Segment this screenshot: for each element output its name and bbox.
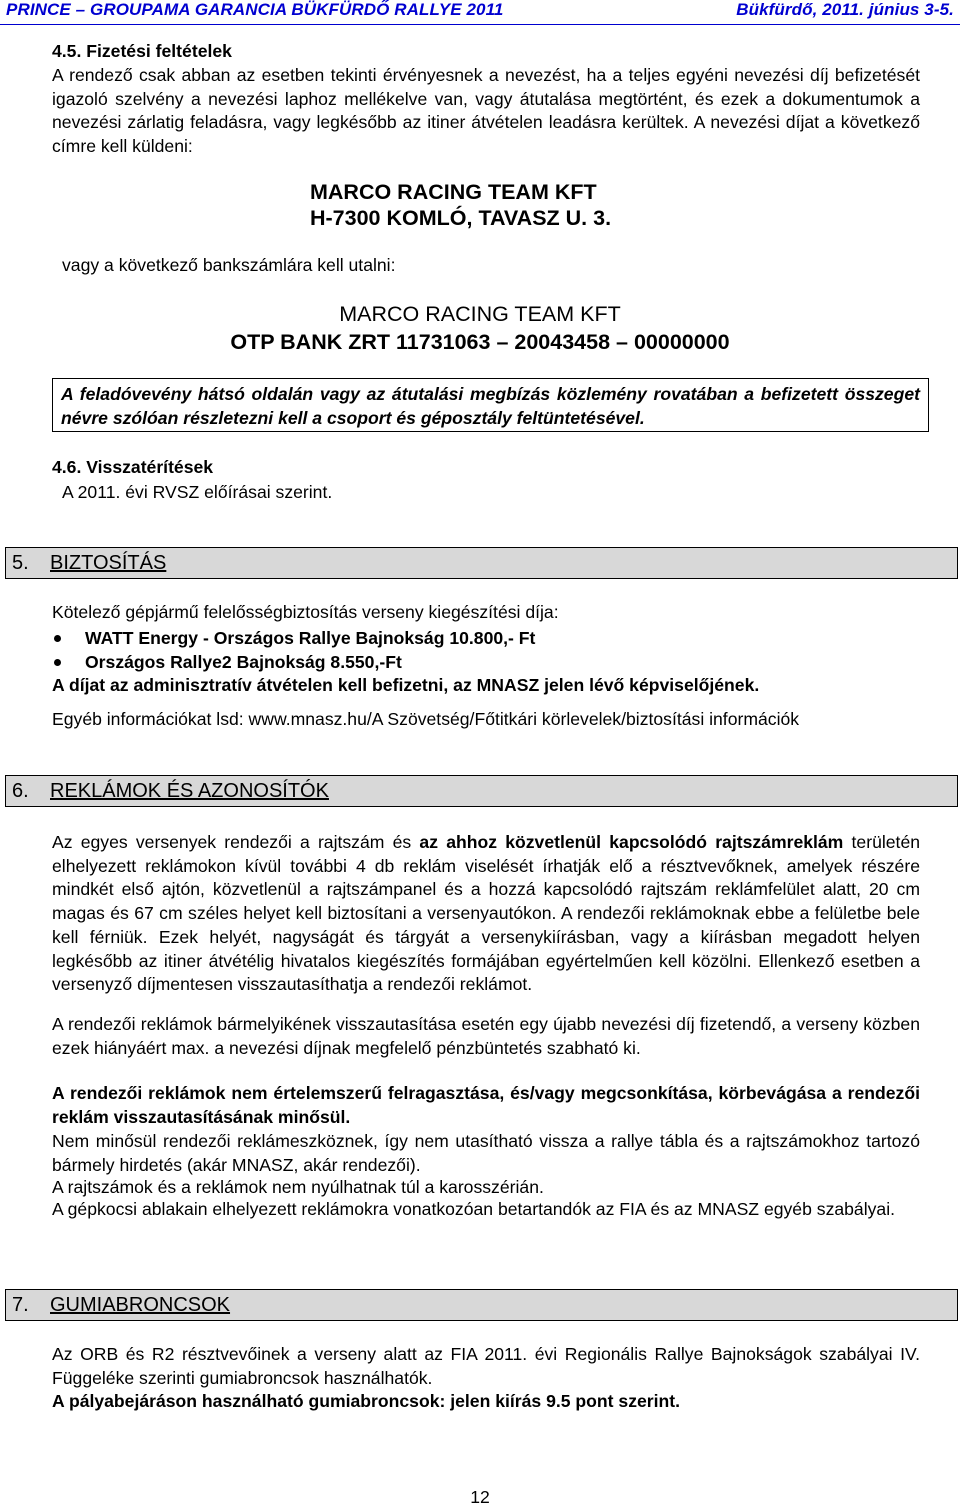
section-5-bar: [5, 547, 958, 579]
list-item-text: WATT Energy - Országos Rallye Bajnokság 10.800,- Ft: [85, 628, 536, 648]
advertising-p1-bold: az ahhoz közvetlenül kapcsolódó rajtszámreklám: [419, 832, 844, 852]
section-5-number: 5.: [12, 552, 29, 574]
insurance-fee-note: A díjat az adminisztratív átvételen kell befizetni, az MNASZ jelen lévő képviselőjének.: [52, 675, 760, 695]
section-5-title: BIZTOSÍTÁS: [50, 552, 167, 574]
section-7-bar: [5, 1289, 958, 1321]
advertising-paragraph-4: A rajtszámok és a reklámok nem nyúlhatnak túl a karosszérián.: [52, 1177, 544, 1197]
bank-intro: vagy a következő bankszámlára kell utalni:: [62, 255, 396, 275]
section-6-bar: [5, 775, 958, 807]
bullet-icon: [54, 659, 61, 666]
page-header: [0, 0, 960, 26]
advertising-paragraph-2: A rendezői reklámok bármelyikének visszautasítása esetén egy újabb nevezési díj fizetendő, a verseny közben ezek hiányáért max. a nevezési díjnak megfelelő pénzbüntetés szabható ki.: [52, 1014, 920, 1058]
advertising-paragraph-1: [52, 831, 920, 997]
address-company: MARCO RACING TEAM KFT: [310, 180, 597, 204]
bank-account: OTP BANK ZRT 11731063 – 20043458 – 00000000: [230, 330, 730, 354]
bullet-icon: [54, 635, 61, 642]
header-event-title: PRINCE – GROUPAMA GARANCIA BÜKFÜRDŐ RALLYE 2011: [6, 0, 504, 19]
page-number: 12: [470, 1487, 490, 1507]
advertising-p1-rest: területén elhelyezett reklámokon kívül további 4 db reklám viselését írhatják elő a résztvevőknek, amelyek részére mindkét első ajtón, közvetlenül a rajtszámpanel és a hozzá kapcsolódó rajtszám reklámfelület alatt, 20 cm magas és 67 cm széles helyet kell biztosítani a versenyautókon. A rendezői reklámoknak ebbe a felületbe bele kell férniük. Ezek helyét, nagyságát és tárgyát a versenykiírásban, vagy a kiírásban megadott helyen legkésőbb az itiner átvétélig hivatalos kiegészítés formájában egyértelműen kell közölni. Ellenkező esetben a versenyző díjmentesen visszautasíthatja a rendezői reklámot.: [52, 832, 921, 995]
section-7-title: GUMIABRONCSOK: [50, 1294, 231, 1316]
advertising-p1-start: Az egyes versenyek rendezői a rajtszám és: [52, 832, 420, 852]
header-rule: [0, 24, 960, 25]
list-item: [50, 626, 535, 650]
section-4-5-paragraph: A rendező csak abban az esetben tekinti érvényesnek a nevezést, ha a teljes egyéni nevezési díj befizetését igazoló szelvény a nevezési laphoz mellékelve van, vagy átutalása megtörtént, és ezek a dokumentumok a nevezési zárlatig feladásra, vagy legkésőbb az itiner átvételen leadásra kerültek. A nevezési díjat a következő címre kell küldeni:: [52, 65, 920, 157]
address-street: H-7300 KOMLÓ, TAVASZ U. 3.: [310, 206, 612, 230]
list-item-text: Országos Rallye2 Bajnokság 8.550,-Ft: [85, 652, 402, 672]
bank-company: MARCO RACING TEAM KFT: [339, 302, 621, 326]
advertising-paragraph-3-bold: A rendezői reklámok nem értelemszerű felragasztása, és/vagy megcsonkítása, körbevágása a rendezői reklám visszautasításának minősül.: [52, 1083, 920, 1127]
section-6-title: REKLÁMOK ÉS AZONOSÍTÓK: [50, 780, 329, 802]
tyres-recce-note: A pályabejáráson használható gumiabroncsok: jelen kiírás 9.5 pont szerint.: [52, 1391, 681, 1411]
insurance-list: [50, 626, 535, 674]
advertising-paragraph-3: Nem minősül rendezői reklámeszköznek, így nem utasítható vissza a rallye tábla és a rajtszámokhoz tartozó bármely hirdetés (akár MNASZ, akár rendezői).: [52, 1131, 920, 1175]
section-6-number: 6.: [12, 780, 29, 802]
tyres-paragraph: Az ORB és R2 résztvevőinek a verseny alatt az FIA 2011. évi Regionális Rallye Bajnokságok szabályai IV. Függeléke szerinti gumiabroncsok használhatók.: [52, 1344, 920, 1388]
section-7-number: 7.: [12, 1294, 29, 1316]
advertising-paragraph-5: A gépkocsi ablakain elhelyezett reklámokra vonatkozóan betartandók az FIA és az MNASZ egyéb szabályai.: [52, 1199, 896, 1219]
section-4-6-text: A 2011. évi RVSZ előírásai szerint.: [62, 482, 333, 502]
section-4-5-heading: 4.5. Fizetési feltételek: [52, 41, 232, 61]
list-item: [50, 650, 535, 674]
header-date: Bükfürdő, 2011. június 3-5.: [736, 0, 954, 19]
payment-notice-box: A feladóvevény hátsó oldalán vagy az átutalási megbízás közlemény rovatában a befizetett összeget névre szólóan részletezni kell a csoport és géposztály feltüntetésével.: [52, 378, 929, 432]
insurance-info-link: Egyéb információkat lsd: www.mnasz.hu/A Szövetség/Főtitkári körlevelek/biztosítási információk: [52, 709, 800, 729]
section-4-6-heading: 4.6. Visszatérítések: [52, 457, 214, 477]
insurance-intro: Kötelező gépjármű felelősségbiztosítás verseny kiegészítési díja:: [52, 602, 559, 622]
